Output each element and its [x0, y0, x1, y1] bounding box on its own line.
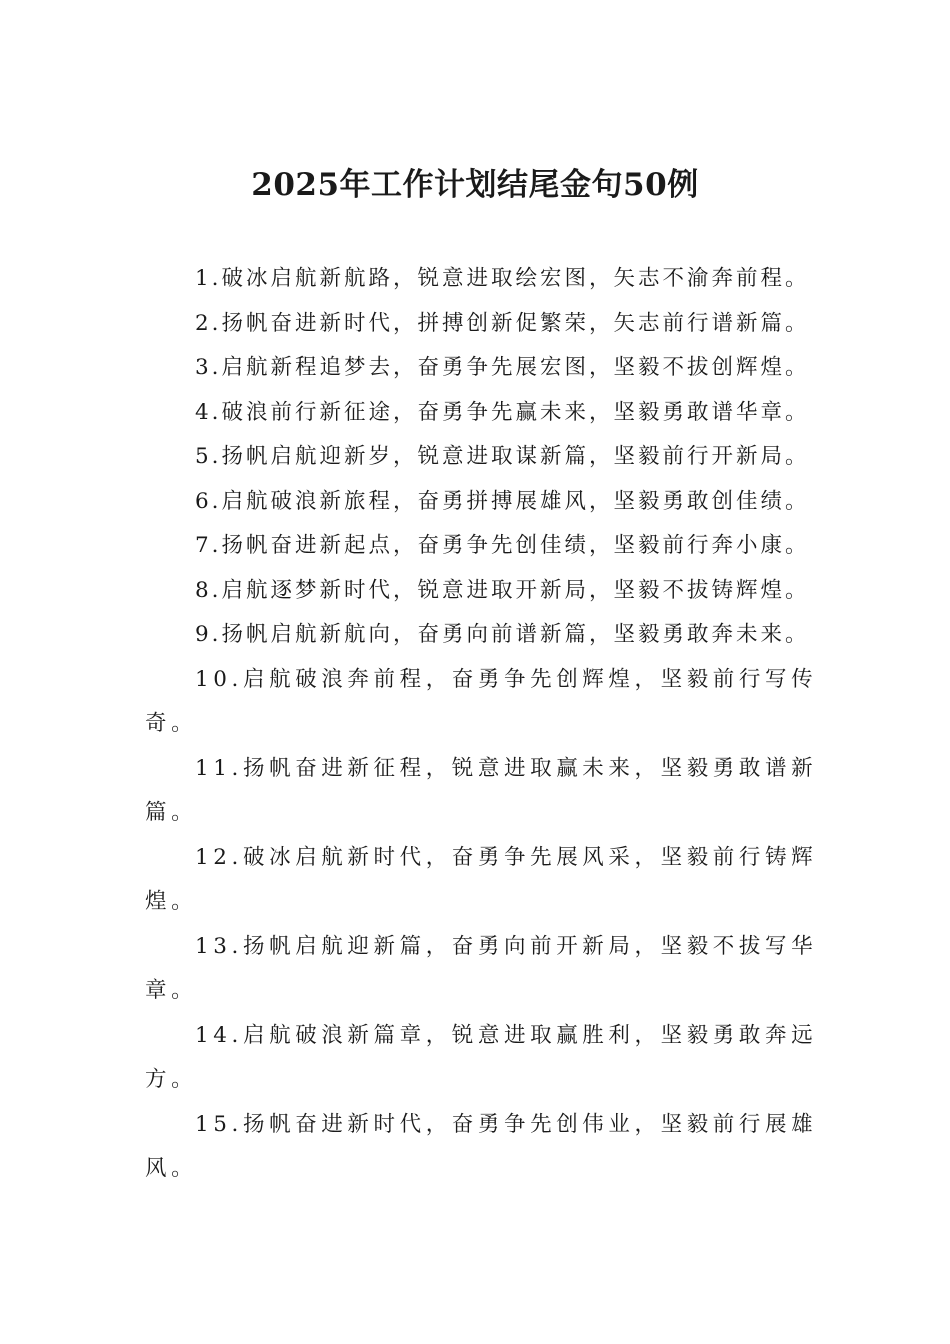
- list-item: 9.扬帆启航新航向，奋勇向前谱新篇，坚毅勇敢奔未来。: [195, 622, 810, 647]
- list-item: 1.破冰启航新航路，锐意进取绘宏图，矢志不渝奔前程。: [195, 266, 810, 291]
- list-item: 15.扬帆奋进新时代，奋勇争先创伟业，坚毅前行展雄风。: [145, 1111, 818, 1181]
- list-item: 12.破冰启航新时代，奋勇争先展风采，坚毅前行铸辉煌。: [145, 844, 818, 914]
- list-item: 8.启航逐梦新时代，锐意进取开新局，坚毅不拔铸辉煌。: [195, 577, 810, 603]
- list-item: 5.扬帆启航迎新岁，锐意进取谋新篇，坚毅前行开新局。: [195, 444, 810, 469]
- list-item: 10.启航破浪奔前程，奋勇争先创辉煌，坚毅前行写传奇。: [145, 666, 818, 736]
- list-item: 4.破浪前行新征途，奋勇争先赢未来，坚毅勇敢谱华章。: [195, 399, 810, 425]
- list-item: 2.扬帆奋进新时代，拼搏创新促繁荣，矢志前行谱新篇。: [195, 310, 810, 336]
- list-item: 11.扬帆奋进新征程，锐意进取赢未来，坚毅勇敢谱新篇。: [145, 755, 818, 825]
- document-body: [145, 257, 825, 1192]
- list-item: 3.启航新程追梦去，奋勇争先展宏图，坚毅不拔创辉煌。: [195, 355, 810, 380]
- list-item: 14.启航破浪新篇章，锐意进取赢胜利，坚毅勇敢奔远方。: [145, 1022, 818, 1092]
- list-item: 7.扬帆奋进新起点，奋勇争先创佳绩，坚毅前行奔小康。: [195, 533, 810, 558]
- list-item: 13.扬帆启航迎新篇，奋勇向前开新局，坚毅不拔写华章。: [145, 933, 818, 1003]
- document-title: 2025年工作计划结尾金句50例: [251, 167, 699, 203]
- list-item: 6.启航破浪新旅程，奋勇拼搏展雄风，坚毅勇敢创佳绩。: [195, 488, 810, 514]
